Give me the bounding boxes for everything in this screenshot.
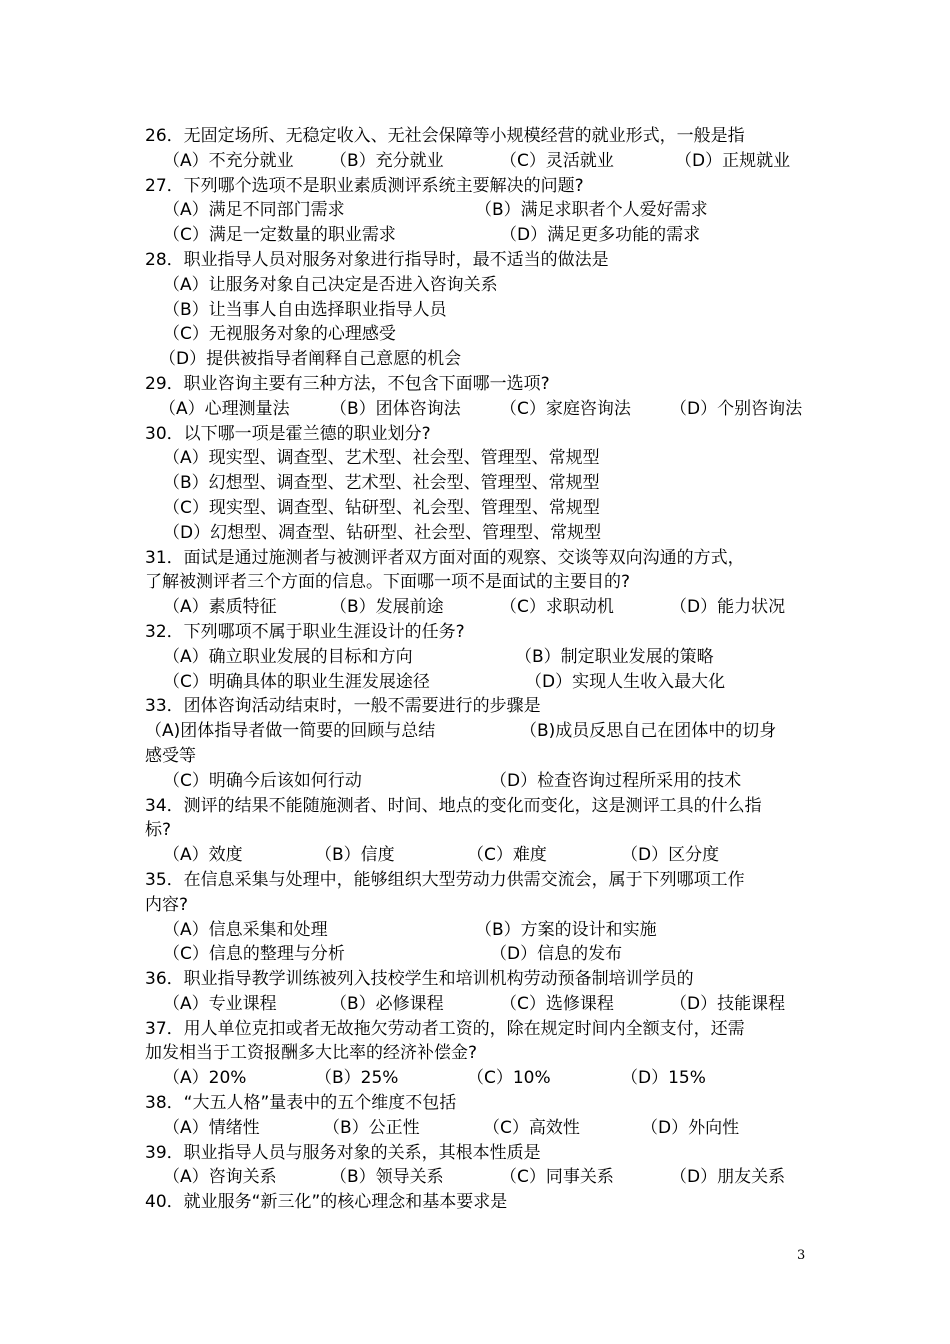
- answer-option: （A）专业课程: [163, 993, 277, 1014]
- answer-option: （B）公正性: [323, 1117, 420, 1138]
- answer-option: （C）现实型、调查型、钻研型、礼会型、管理型、常规型: [163, 497, 600, 518]
- answer-option: （D）技能课程: [670, 993, 786, 1014]
- answer-option: （D）区分度: [621, 845, 720, 866]
- option-row: [145, 198, 810, 223]
- answer-option: （C）求职动机: [500, 597, 614, 618]
- answer-option: （A)团体指导者做一简要的回顾与总结: [145, 721, 436, 742]
- page-number: 3: [797, 1248, 806, 1263]
- answer-option: （B）必修课程: [330, 993, 444, 1014]
- option-row: [145, 992, 810, 1017]
- option-row: [145, 918, 810, 943]
- answer-option: （B）领导关系: [330, 1167, 444, 1188]
- answer-option: （B）团体咨询法: [330, 398, 461, 419]
- answer-option: （D）正规就业: [675, 150, 791, 171]
- answer-option: （C）明确具体的职业生涯发展途径: [163, 671, 430, 692]
- option-row: [145, 719, 810, 744]
- option-row: [145, 769, 810, 794]
- answer-option: （C）无视服务对象的心理感受: [163, 324, 396, 345]
- answer-option: （B）信度: [315, 845, 395, 866]
- option-row: [145, 273, 810, 298]
- option-row: [145, 843, 810, 868]
- question-text: 40．就业服务“新三化”的核心理念和基本要求是: [145, 1192, 508, 1213]
- answer-option: （B）充分就业: [330, 150, 444, 171]
- answer-option: （A）20%: [163, 1068, 247, 1089]
- answer-option: （C）明确今后该如何行动: [163, 770, 362, 791]
- question-list: [145, 124, 810, 1215]
- answer-option: （C）选修课程: [500, 993, 614, 1014]
- question-text: 37．用人单位克扣或者无故拖欠劳动者工资的，除在规定时间内全额支付，还需: [145, 1018, 745, 1039]
- option-row: [145, 942, 810, 967]
- answer-option: （D）提供被指导者阐释自己意愿的机会: [159, 349, 462, 370]
- option-row: [145, 347, 810, 372]
- option-row: [145, 1116, 810, 1141]
- answer-option: （C）高效性: [483, 1117, 580, 1138]
- answer-option: （B）方案的设计和实施: [475, 919, 657, 940]
- answer-option: （C）灵活就业: [500, 150, 614, 171]
- answer-option: （D）实现人生收入最大化: [525, 671, 726, 692]
- question-text: 32．下列哪项不属于职业生涯设计的任务?: [145, 621, 465, 642]
- answer-option: （D）个别咨询法: [670, 398, 803, 419]
- answer-option: （D）满足更多功能的需求: [500, 225, 701, 246]
- answer-option: （C）同事关系: [500, 1167, 614, 1188]
- answer-option: （B）满足求职者个人爱好需求: [475, 200, 708, 221]
- answer-option: （B）发展前途: [330, 597, 444, 618]
- answer-option: （C）难度: [467, 845, 547, 866]
- question-text: 38．“大五人格”量表中的五个维度不包括: [145, 1093, 457, 1114]
- answer-option: （A）现实型、调查型、艺术型、社会型、管理型、常规型: [163, 448, 600, 469]
- answer-option: （A）确立职业发展的目标和方向: [163, 646, 413, 667]
- option-row: [145, 645, 810, 670]
- option-row: [145, 397, 810, 422]
- answer-option: （D）外向性: [641, 1117, 740, 1138]
- question-text: 34．测评的结果不能随施测者、时间、地点的变化而变化，这是测评工具的什么指: [145, 795, 762, 816]
- answer-option: （D）信息的发布: [490, 944, 623, 965]
- question-text: 加发相当于工资报酬多大比率的经济补偿金?: [145, 1043, 478, 1064]
- answer-option: （A）心理测量法: [159, 398, 290, 419]
- option-row: [145, 521, 810, 546]
- option-row: [145, 298, 810, 323]
- answer-option: （A）满足不同部门需求: [163, 200, 345, 221]
- answer-option: （A）情绪性: [163, 1117, 260, 1138]
- option-row: [145, 471, 810, 496]
- answer-option: （A）不充分就业: [163, 150, 294, 171]
- question-text: 35．在信息采集与处理中，能够组织大型劳动力供需交流会，属于下列哪项工作: [145, 869, 745, 890]
- answer-option: （D）幻想型、凋查型、钻研型、社会型、管理型、常规型: [163, 522, 602, 543]
- question-text: 27．下列哪个选项不是职业素质测评系统主要解决的问题?: [145, 175, 584, 196]
- answer-option: （A）咨询关系: [163, 1167, 277, 1188]
- option-row: [145, 1165, 810, 1190]
- option-row: [145, 1066, 810, 1091]
- answer-option: （D）检查咨询过程所采用的技术: [490, 770, 742, 791]
- option-row: [145, 446, 810, 471]
- question-text: 了解被测评者三个方面的信息。下面哪一项不是面试的主要目的?: [145, 572, 631, 593]
- answer-option: （B）25%: [315, 1068, 399, 1089]
- question-text: 30．以下哪一项是霍兰德的职业划分?: [145, 423, 431, 444]
- question-text: 31．面试是通过施测者与被测评者双方面对面的观察、交谈等双向沟通的方式，: [145, 547, 745, 568]
- option-row: [145, 496, 810, 521]
- answer-option: （D）15%: [621, 1068, 706, 1089]
- question-text: 标?: [145, 820, 172, 841]
- answer-option: （D）能力状况: [670, 597, 786, 618]
- answer-option: （D）朋友关系: [670, 1167, 786, 1188]
- question-text: 36．职业指导教学训练被列入技校学生和培训机构劳动预备制培训学员的: [145, 969, 694, 990]
- answer-option: （A）效度: [163, 845, 243, 866]
- option-row: [145, 670, 810, 695]
- answer-option: （B）制定职业发展的策略: [515, 646, 714, 667]
- answer-option: （B）让当事人自由选择职业指导人员: [163, 299, 447, 320]
- question-text: 26．无固定场所、无稳定收入、无社会保障等小规模经营的就业形式，一般是指: [145, 126, 745, 146]
- answer-option: （A）素质特征: [163, 597, 277, 618]
- option-row: [145, 595, 810, 620]
- answer-option: （A）信息采集和处理: [163, 919, 328, 940]
- question-text: 39．职业指导人员与服务对象的关系，其根本性质是: [145, 1142, 541, 1163]
- question-text: 29．职业咨询主要有三种方法，不包含下面哪一选项?: [145, 373, 550, 394]
- answer-option: （B)成员反思自己在团体中的切身: [520, 721, 777, 742]
- answer-option: （C）满足一定数量的职业需求: [163, 225, 396, 246]
- question-text: 内容?: [145, 894, 189, 915]
- option-row: [145, 223, 810, 248]
- question-text: 28．职业指导人员对服务对象进行指导时，最不适当的做法是: [145, 249, 609, 270]
- option-row: [145, 322, 810, 347]
- answer-option: （A）让服务对象自己决定是否进入咨询关系: [163, 274, 498, 295]
- answer-option: （B）幻想型、调查型、艺术型、社会型、管理型、常规型: [163, 473, 600, 494]
- answer-option: （C）信息的整理与分析: [163, 944, 345, 965]
- answer-option: （C）家庭咨询法: [500, 398, 631, 419]
- option-row: [145, 149, 810, 174]
- question-text: 感受等: [145, 745, 196, 766]
- answer-option: （C）10%: [467, 1068, 551, 1089]
- question-text: 33．团体咨询活动结束时，一般不需要进行的步骤是: [145, 696, 541, 717]
